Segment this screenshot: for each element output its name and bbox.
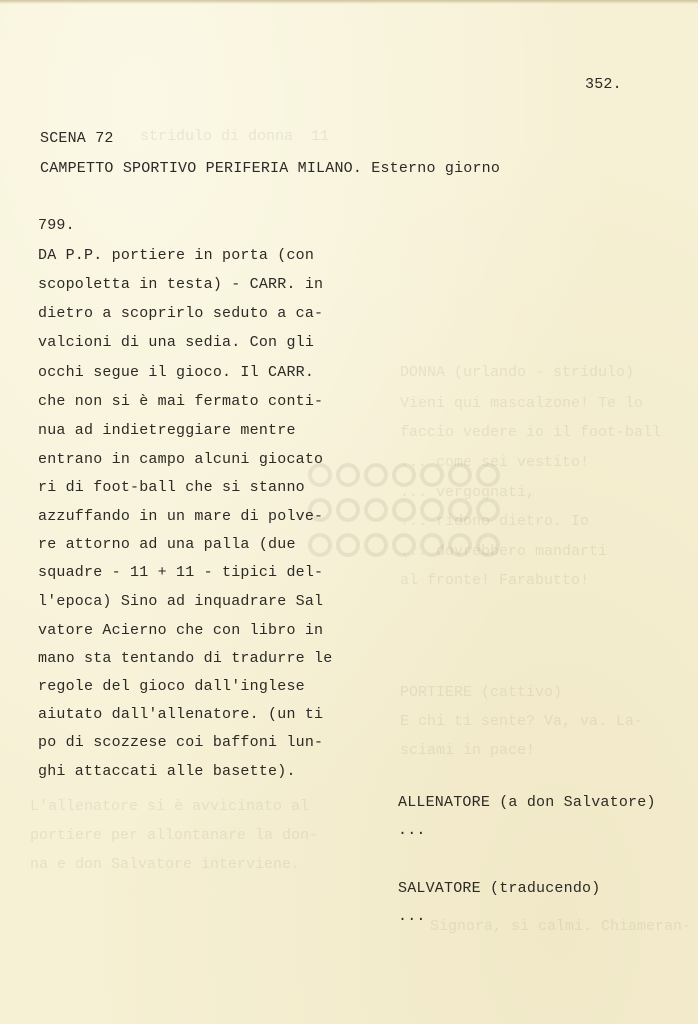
bleed-through-text: ... ridono dietro. Io (400, 513, 590, 530)
description-line: ghi attaccati alle basette). (38, 763, 296, 780)
page-edge (0, 0, 698, 4)
bleed-through-text: DONNA (urlando - stridulo) (400, 364, 635, 381)
bleed-through-text: PORTIERE (cattivo) (400, 684, 563, 701)
bleed-through-text: sciami in pace! (400, 742, 536, 759)
archive-stamp-watermark (300, 455, 510, 565)
description-line: vatore Acierno che con libro in (38, 622, 324, 639)
description-line: re attorno ad una palla (due (38, 536, 296, 553)
description-line: azzuffando in un mare di polve- (38, 508, 324, 525)
bleed-through-text: Signora, si calmi. Chiameran- (430, 918, 692, 935)
description-line: regole del gioco dall'inglese (38, 678, 305, 695)
description-line: valcioni di una sedia. Con gli (38, 334, 315, 351)
description-line: che non si è mai fermato conti- (38, 393, 324, 410)
bleed-through-text: ... dovrebbero mandarti (400, 543, 608, 560)
description-line: aiutato dall'allenatore. (un ti (38, 706, 324, 723)
scene-heading: SCENA 72 (40, 130, 114, 147)
description-line: entrano in campo alcuni giocato (38, 451, 324, 468)
description-line: l'epoca) Sino ad inquadrare Sal (38, 593, 324, 610)
bleed-through-text: na e don Salvatore interviene. (30, 856, 301, 873)
description-line: scopoletta in testa) - CARR. in (38, 276, 324, 293)
description-line: dietro a scoprirlo seduto a ca- (38, 305, 324, 322)
shot-number: 799. (38, 217, 75, 234)
bleed-through-text: faccio vedere io il foot-ball (400, 424, 662, 441)
bleed-through-text: Vieni qui mascalzone! Te lo (400, 395, 644, 412)
description-line: occhi segue il gioco. Il CARR. (38, 364, 315, 381)
dialogue-speaker: ALLENATORE (a don Salvatore) (398, 794, 656, 811)
bleed-through-text: al fronte! Farabutto! (400, 572, 590, 589)
bleed-through-text: ... vergognati, (400, 484, 536, 501)
description-line: ri di foot-ball che si stanno (38, 479, 305, 496)
description-line: po di scozzese coi baffoni lun- (38, 734, 324, 751)
dialogue-speaker: SALVATORE (traducendo) (398, 880, 601, 897)
bleed-through-text: E chi ti sente? Va, va. La- (400, 713, 644, 730)
description-line: squadre - 11 + 11 - tipici del- (38, 564, 324, 581)
scene-location: CAMPETTO SPORTIVO PERIFERIA MILANO. Esterno giorno (40, 160, 501, 177)
dialogue-line: ... (398, 908, 426, 925)
description-line: mano sta tentando di tradurre le (38, 650, 333, 667)
bleed-through-text: ... come sei vestito! (400, 454, 590, 471)
bleed-through-text: portiere per allontanare la don- (30, 827, 319, 844)
bleed-through-text: L'allenatore si è avvicinato al (30, 798, 310, 815)
page-number: 352. (585, 76, 622, 93)
description-line: nua ad indietreggiare mentre (38, 422, 296, 439)
dialogue-line: ... (398, 822, 426, 839)
description-line: DA P.P. portiere in porta (con (38, 247, 315, 264)
bleed-through-text: stridulo di donna 11 (140, 128, 330, 145)
